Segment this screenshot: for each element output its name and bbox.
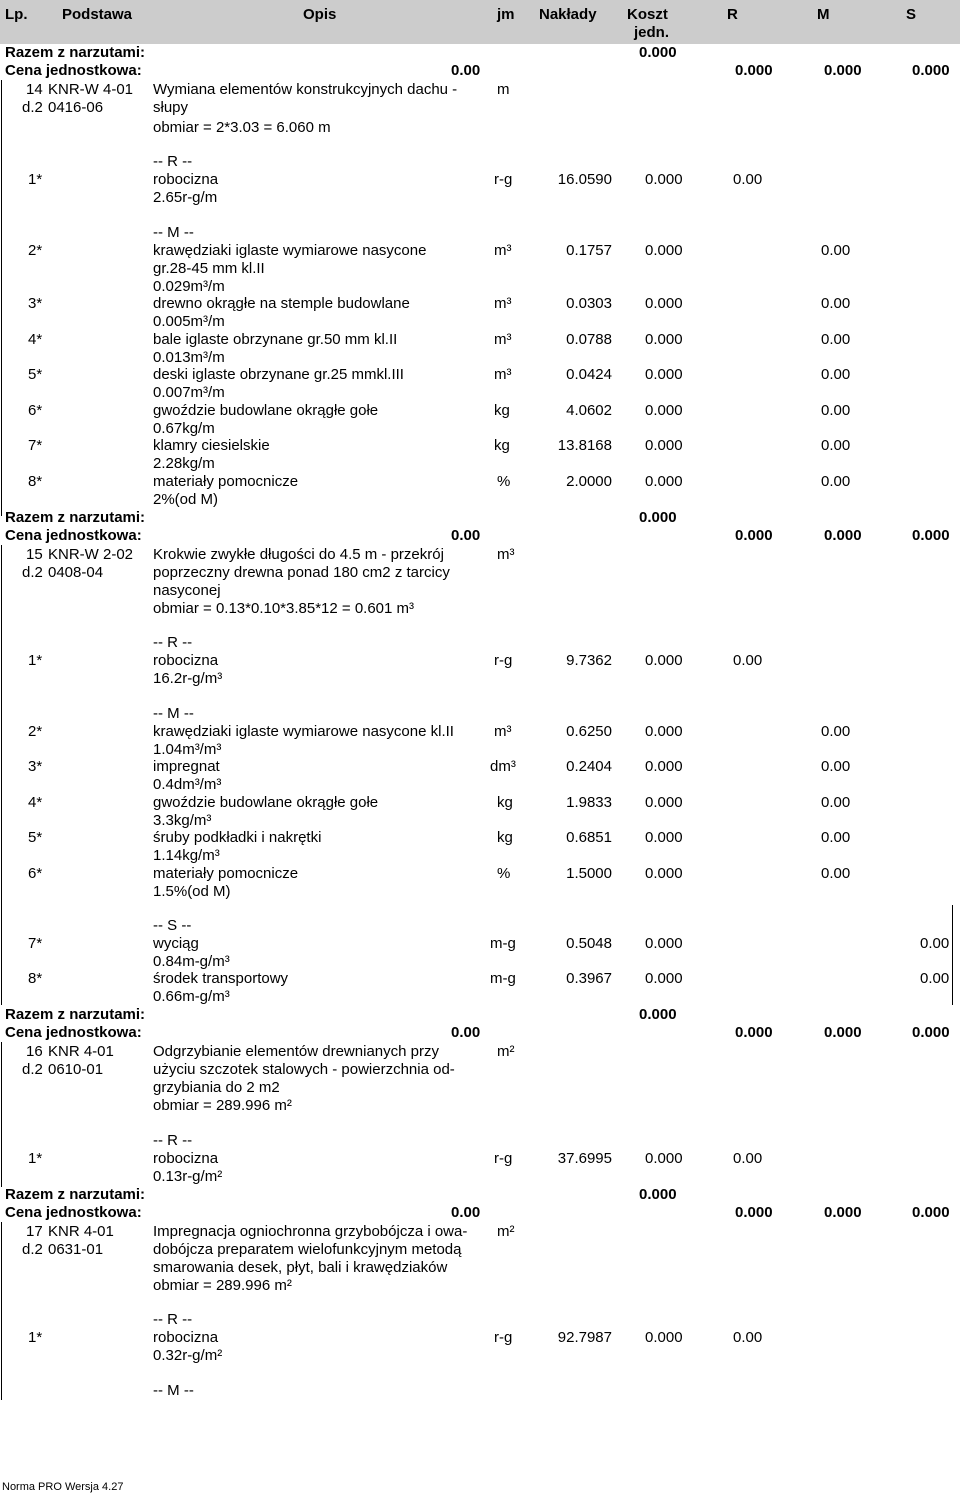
item-norm: 0.13r-g/m²	[153, 1168, 223, 1185]
item-jm: r-g	[494, 1329, 513, 1346]
item-jm: m-g	[490, 970, 516, 987]
item-name: bale iglaste obrzynane gr.50 mm kl.II	[153, 331, 398, 348]
section-r: -- R --	[153, 634, 193, 651]
item-jm: m³	[494, 295, 512, 312]
razem-value: 0.000	[639, 1186, 677, 1203]
item-name: śruby podkładki i nakrętki	[153, 829, 322, 846]
razem-label: Razem z narzutami:	[5, 44, 146, 61]
item-norm: 0.4dm³/m³	[153, 776, 222, 793]
header-s: S	[906, 6, 917, 23]
item-m: 0.00	[821, 473, 851, 490]
item-koszt: 0.000	[645, 242, 683, 259]
item-name: wyciąg	[153, 935, 199, 952]
item-koszt: 0.000	[645, 935, 683, 952]
item-naklady: 0.2404	[566, 758, 612, 775]
item-number: 3*	[28, 295, 43, 312]
razem-value: 0.000	[639, 44, 677, 61]
left-border	[1, 1042, 2, 1187]
item-norm: 0.005m³/m	[153, 313, 225, 330]
position-lp2: d.2	[22, 1241, 43, 1258]
item-m: 0.00	[821, 829, 851, 846]
section-r: -- R --	[153, 153, 193, 170]
item-number: 7*	[28, 437, 43, 454]
item-naklady: 0.1757	[566, 242, 612, 259]
item-name: krawędziaki iglaste wymiarowe nasycone kl.II	[153, 723, 454, 740]
cena-value: 0.00	[451, 527, 481, 544]
section-s: -- S --	[153, 917, 192, 934]
item-jm: m³	[494, 723, 512, 740]
item-jm: r-g	[494, 652, 513, 669]
header-koszt: Koszt	[627, 6, 668, 23]
item-number: 7*	[28, 935, 43, 952]
position-opis: nasyconej	[153, 582, 221, 599]
cena-label: Cena jednostkowa:	[5, 1024, 142, 1041]
position-podstawa: KNR-W 4-01	[48, 81, 134, 98]
section-r: -- R --	[153, 1132, 193, 1149]
position-opis: dobójcza preparatem wielofunkcyjnym metodą	[153, 1241, 462, 1258]
item-koszt: 0.000	[645, 652, 683, 669]
position-jm: m	[497, 81, 510, 98]
item-naklady: 92.7987	[557, 1329, 612, 1346]
item-r: 0.00	[733, 652, 763, 669]
item-r: 0.00	[733, 1329, 763, 1346]
position-lp2: d.2	[22, 564, 43, 581]
item-norm: 0.029m³/m	[153, 278, 225, 295]
item-norm: 1.5%(od M)	[153, 883, 231, 900]
cena-m: 0.000	[824, 527, 862, 544]
item-name: materiały pomocnicze	[153, 473, 299, 490]
cena-m: 0.000	[824, 62, 862, 79]
item-number: 1*	[28, 1329, 43, 1346]
item-norm: 0.66m-g/m³	[153, 988, 230, 1005]
item-number: 8*	[28, 970, 43, 987]
item-koszt: 0.000	[645, 1150, 683, 1167]
item-m: 0.00	[821, 865, 851, 882]
position-lp: 15	[26, 546, 43, 563]
position-podstawa2: 0631-01	[48, 1241, 104, 1258]
cena-r: 0.000	[735, 1024, 773, 1041]
item-jm: %	[497, 473, 511, 490]
item-name: klamry ciesielskie	[153, 437, 270, 454]
item-name: drewno okrągłe na stemple budowlane	[153, 295, 410, 312]
cena-m: 0.000	[824, 1024, 862, 1041]
item-jm: r-g	[494, 171, 513, 188]
right-border	[952, 905, 953, 1005]
position-lp: 17	[26, 1223, 43, 1240]
razem-value: 0.000	[639, 1006, 677, 1023]
cena-value: 0.00	[451, 1204, 481, 1221]
cena-s: 0.000	[912, 1024, 950, 1041]
position-opis: grzybiania do 2 m2	[153, 1079, 280, 1096]
item-jm: %	[497, 865, 511, 882]
position-jm: m²	[497, 1043, 515, 1060]
item-koszt: 0.000	[645, 437, 683, 454]
position-podstawa: KNR 4-01	[48, 1223, 114, 1240]
razem-label: Razem z narzutami:	[5, 1006, 146, 1023]
item-name: robocizna	[153, 652, 219, 669]
position-obmiar: obmiar = 289.996 m²	[153, 1277, 292, 1294]
position-podstawa: KNR 4-01	[48, 1043, 114, 1060]
position-obmiar: obmiar = 289.996 m²	[153, 1097, 292, 1114]
cena-label: Cena jednostkowa:	[5, 527, 142, 544]
position-opis: Odgrzybianie elementów drewnianych przy	[153, 1043, 439, 1060]
item-naklady: 16.0590	[557, 171, 612, 188]
item-r: 0.00	[733, 1150, 763, 1167]
position-opis: poprzeczny drewna ponad 180 cm2 z tarcicy	[153, 564, 450, 581]
item-number: 4*	[28, 794, 43, 811]
section-m: -- M --	[153, 224, 194, 241]
item-koszt: 0.000	[645, 473, 683, 490]
header-koszt-jedn: jedn.	[634, 24, 670, 41]
position-opis: Krokwie zwykłe długości do 4.5 m - przekrój	[153, 546, 444, 563]
item-koszt: 0.000	[645, 970, 683, 987]
item-norm: 0.67kg/m	[153, 420, 215, 437]
cena-value: 0.00	[451, 62, 481, 79]
item-koszt: 0.000	[645, 1329, 683, 1346]
item-number: 4*	[28, 331, 43, 348]
item-name: gwoździe budowlane okrągłe gołe	[153, 402, 379, 419]
item-koszt: 0.000	[645, 366, 683, 383]
item-jm: kg	[494, 402, 510, 419]
item-jm: m-g	[490, 935, 516, 952]
cena-r: 0.000	[735, 1204, 773, 1221]
item-m: 0.00	[821, 794, 851, 811]
item-number: 2*	[28, 723, 43, 740]
cena-r: 0.000	[735, 62, 773, 79]
item-norm: 3.3kg/m³	[153, 812, 212, 829]
header-m: M	[817, 6, 830, 23]
item-s: 0.00	[920, 970, 950, 987]
item-jm: kg	[497, 794, 513, 811]
position-lp: 16	[26, 1043, 43, 1060]
section-r: -- R --	[153, 1311, 193, 1328]
item-naklady: 0.0303	[566, 295, 612, 312]
item-naklady: 0.0788	[566, 331, 612, 348]
item-naklady: 2.0000	[566, 473, 612, 490]
item-norm: 2.65r-g/m	[153, 189, 218, 206]
item-norm: 1.04m³/m³	[153, 741, 222, 758]
item-number: 6*	[28, 402, 43, 419]
item-jm: r-g	[494, 1150, 513, 1167]
header-lp: Lp.	[5, 6, 28, 23]
item-name: robocizna	[153, 1329, 219, 1346]
cena-value: 0.00	[451, 1024, 481, 1041]
position-opis: użyciu szczotek stalowych - powierzchnia od-	[153, 1061, 455, 1078]
item-naklady: 0.6851	[566, 829, 612, 846]
item-m: 0.00	[821, 242, 851, 259]
item-name: robocizna	[153, 1150, 219, 1167]
item-norm: 0.32r-g/m²	[153, 1347, 223, 1364]
position-opis: smarowania desek, płyt, bali i krawędziaków	[153, 1259, 448, 1276]
cena-r: 0.000	[735, 527, 773, 544]
section-m: -- M --	[153, 705, 194, 722]
position-opis: Impregnacja ogniochronna grzybobójcza i owa-	[153, 1223, 468, 1240]
item-naklady: 0.3967	[566, 970, 612, 987]
item-m: 0.00	[821, 758, 851, 775]
item-norm: 0.007m³/m	[153, 384, 225, 401]
cena-s: 0.000	[912, 1204, 950, 1221]
item-r: 0.00	[733, 171, 763, 188]
item-koszt: 0.000	[645, 171, 683, 188]
header-r: R	[727, 6, 738, 23]
item-m: 0.00	[821, 331, 851, 348]
cena-label: Cena jednostkowa:	[5, 62, 142, 79]
position-lp2: d.2	[22, 99, 43, 116]
position-podstawa: KNR-W 2-02	[48, 546, 134, 563]
item-jm: m³	[494, 366, 512, 383]
item-m: 0.00	[821, 437, 851, 454]
item-m: 0.00	[821, 723, 851, 740]
item-number: 6*	[28, 865, 43, 882]
item-name: robocizna	[153, 171, 219, 188]
item-koszt: 0.000	[645, 723, 683, 740]
position-obmiar: obmiar = 2*3.03 = 6.060 m	[153, 119, 331, 136]
section-m: -- M --	[153, 1382, 194, 1399]
item-number: 1*	[28, 652, 43, 669]
item-number: 2*	[28, 242, 43, 259]
left-border	[1, 545, 2, 1005]
item-number: 1*	[28, 171, 43, 188]
item-naklady: 0.0424	[566, 366, 612, 383]
item-koszt: 0.000	[645, 331, 683, 348]
item-naklady: 1.5000	[566, 865, 612, 882]
item-naklady: 4.0602	[566, 402, 612, 419]
item-naklady: 0.6250	[566, 723, 612, 740]
position-lp2: d.2	[22, 1061, 43, 1078]
item-number: 5*	[28, 366, 43, 383]
cena-s: 0.000	[912, 527, 950, 544]
header-jm: jm	[497, 6, 515, 23]
item-number: 3*	[28, 758, 43, 775]
item-name: gwoździe budowlane okrągłe gołe	[153, 794, 379, 811]
item-norm: 16.2r-g/m³	[153, 670, 223, 687]
position-opis: słupy	[153, 99, 189, 116]
item-koszt: 0.000	[645, 295, 683, 312]
item-name: materiały pomocnicze	[153, 865, 299, 882]
item-name2: gr.28-45 mm kl.II	[153, 260, 265, 277]
item-number: 8*	[28, 473, 43, 490]
item-name: krawędziaki iglaste wymiarowe nasycone	[153, 242, 427, 259]
left-border	[1, 1222, 2, 1400]
item-naklady: 0.5048	[566, 935, 612, 952]
item-name: deski iglaste obrzynane gr.25 mmkl.III	[153, 366, 404, 383]
cena-label: Cena jednostkowa:	[5, 1204, 142, 1221]
item-number: 1*	[28, 1150, 43, 1167]
item-jm: kg	[494, 437, 510, 454]
item-norm: 1.14kg/m³	[153, 847, 220, 864]
position-lp: 14	[26, 81, 43, 98]
item-norm: 2.28kg/m	[153, 455, 215, 472]
item-norm: 0.84m-g/m³	[153, 953, 230, 970]
item-naklady: 9.7362	[566, 652, 612, 669]
item-name: impregnat	[153, 758, 220, 775]
cena-s: 0.000	[912, 62, 950, 79]
item-koszt: 0.000	[645, 402, 683, 419]
razem-label: Razem z narzutami:	[5, 1186, 146, 1203]
item-jm: m³	[494, 242, 512, 259]
item-number: 5*	[28, 829, 43, 846]
position-podstawa2: 0416-06	[48, 99, 104, 116]
item-koszt: 0.000	[645, 829, 683, 846]
item-naklady: 13.8168	[557, 437, 612, 454]
item-s: 0.00	[920, 935, 950, 952]
position-jm: m²	[497, 1223, 515, 1240]
item-koszt: 0.000	[645, 758, 683, 775]
position-obmiar: obmiar = 0.13*0.10*3.85*12 = 0.601 m³	[153, 600, 415, 617]
item-koszt: 0.000	[645, 865, 683, 882]
item-naklady: 37.6995	[557, 1150, 612, 1167]
position-podstawa2: 0610-01	[48, 1061, 104, 1078]
left-border	[1, 80, 2, 516]
position-jm: m³	[497, 546, 515, 563]
item-koszt: 0.000	[645, 794, 683, 811]
razem-value: 0.000	[639, 509, 677, 526]
footer-version: Norma PRO Wersja 4.27	[2, 1481, 124, 1493]
item-m: 0.00	[821, 366, 851, 383]
header-podstawa: Podstawa	[62, 6, 133, 23]
cena-m: 0.000	[824, 1204, 862, 1221]
position-podstawa2: 0408-04	[48, 564, 104, 581]
item-m: 0.00	[821, 295, 851, 312]
position-opis: Wymiana elementów konstrukcyjnych dachu -	[153, 81, 458, 98]
table-header	[0, 0, 960, 44]
header-naklady: Nakłady	[539, 6, 597, 23]
item-jm: m³	[494, 331, 512, 348]
item-norm: 2%(od M)	[153, 491, 219, 508]
razem-label: Razem z narzutami:	[5, 509, 146, 526]
item-jm: dm³	[490, 758, 516, 775]
item-jm: kg	[497, 829, 513, 846]
header-opis: Opis	[303, 6, 337, 23]
item-norm: 0.013m³/m	[153, 349, 225, 366]
item-naklady: 1.9833	[566, 794, 612, 811]
item-name: środek transportowy	[153, 970, 289, 987]
item-m: 0.00	[821, 402, 851, 419]
